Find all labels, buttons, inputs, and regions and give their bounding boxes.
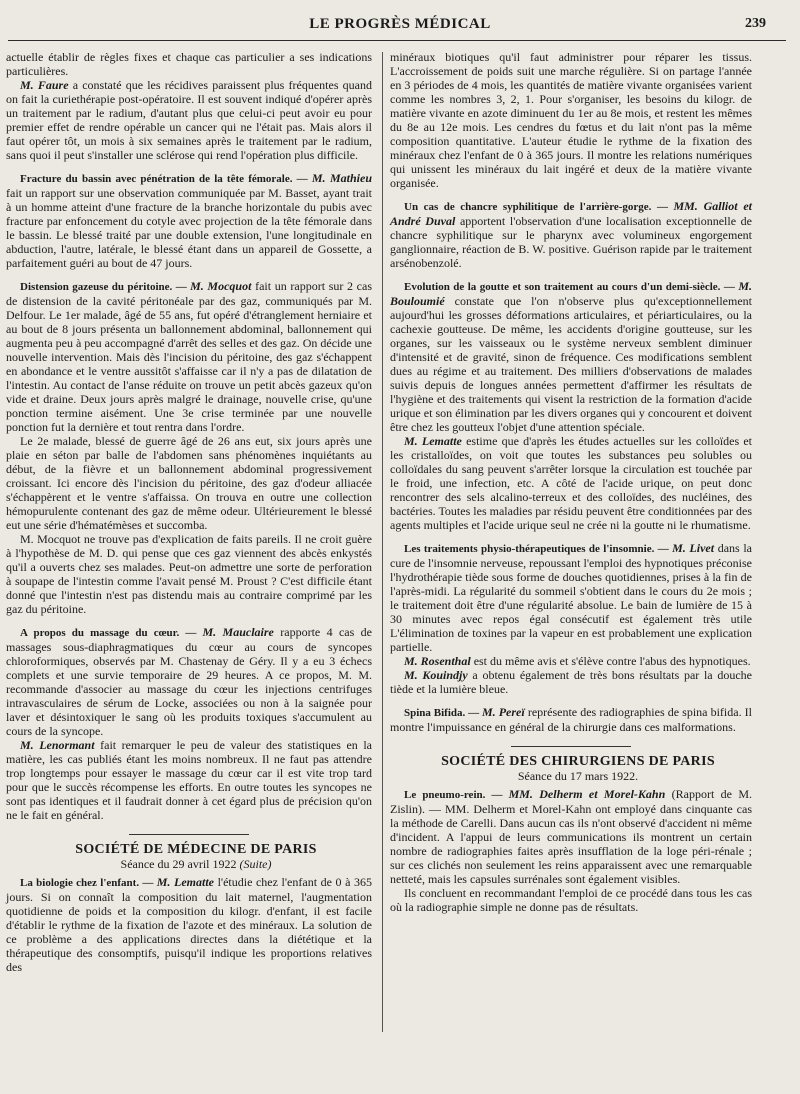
paragraph [6,78,372,162]
paragraph-text: (Rapport de M. Zislin). — MM. Delherm et Morel-Kahn ont employé dans cinquante cas la méthode de Carelli. Dans aucun cas ils n'ont observé d'accident ni même d'incident. A l'appui de leurs communications ils montrent un certain nombre de radiographies faites après insufflation de la loge péri-rénale ; sur ces clichés non seulement les reins apparaissent avec une remarquable netteté, mais les capsules surrénales sont également visibles. [390,787,752,886]
section-date: Séance du 17 mars 1922. [517,769,639,783]
author-name: M. Faure [20,78,69,92]
author-name: M. Lenormant [20,738,95,752]
section-rule [129,834,249,835]
subsection-title: A propos du massage du cœur. — [20,627,203,639]
author-name: MM. Galliot et André Duval [390,199,752,228]
paragraph-text: a obtenu également de très bons résultats par la douche tiède et la lumière bleue. [390,668,752,696]
paragraph-text: constate que l'on n'observe plus qu'exceptionnellement aujourd'hui les grosses déformations articulaires, et périarticulaires, ou la cachexie goutteuse. De même, les accidents d'origine goutteuse, sur les organes, sur les vaisseaux ou le système nerveux semblent diminuer d'intensité et de gravité, sinon de fréquence. Ces modifications semblent dues au régime et au traitement. Des milliers d'observations de malades suivis depuis de longues années permettent d'affirmer les résultats de l'hygiène et des traitements qui visent la restriction de la formation d'acide urique et son élimination par les divers organes qui y concourent et doivent être chez les goutteux l'objet d'une attention spéciale. [390,294,752,434]
subsection-title: Fracture du bassin avec pénétration de la tête fémorale. — [20,173,312,185]
paragraph-text: représente des radiographies de spina bifida. Il montre l'impuissance en général de la chirurgie dans ces malformations. [390,705,753,734]
paragraph [6,738,372,822]
paragraph [390,434,752,532]
author-name: M. Mauclaire [202,625,274,639]
right-column [390,50,752,914]
author-name: M. Lematte [404,434,462,448]
paragraph-text: fait un rapport sur 2 cas de distension de la cavité péritonéale par des gaz, communiqués par M. Delfour. Le 1er malade, âgé de 55 ans, fut opéré d'étranglement herniaire et au bout de 8 jours présenta un ballonnement abdominal, ballonnement qui augmenta peu à peu accompagné d'arrêt des selles et des gaz. On décide une nouvelle intervention. Mais dès l'incision du péritoine, des gaz s'échappent en abondance et le ventre aussitôt s'affaisse car il n'y a pas de dilatation de l'intestin. Au contact de l'anse réduite on trouve un petit abcès gazeux qu'on vide et draine. Deux jours après malgré le drainage, nouvelle crise, qu'une ponction termine aisément. Une 3e crise terminée par une nouvelle ponction fut la dernière et tout rentra dans l'ordre. [6,279,372,434]
subsection-title: La biologie chez l'enfant. — [20,877,157,889]
header-rule [8,40,786,41]
paragraph [390,705,752,734]
paragraph-text: est du même avis et s'élève contre l'abus des hypnotiques. [470,654,751,668]
paragraph [6,279,372,434]
paragraph-text: fait remarquer le peu de valeur des statistiques en la matière, les cas publiés étant les moins nombreux. Il ne faut pas attendre trop longtemps pour essayer le massage du cœur car il est vite trop tard pour que le succès récompense les efforts. En outre toutes les syncopes ne sont pas identiques et il faudrait donner à cet égard plus de précision qu'on ne le fait en général. [6,738,373,822]
subsection-title: Le pneumo-rein. — [404,789,509,801]
paragraph [6,625,372,738]
paragraph-text: dans la cure de l'insomnie nerveuse, repoussant l'emploi des hypnotiques préconise l'hydrothérapie tiède sous forme de douches quotidiennes, prises à la fin de l'après-midi. La régularité du sommeil s'obtient dans le cours du 2e mois ; le traitement doit être d'une régularité absolue. Le bain de lumière de 15 à 30 minutes avec repos égal consécutif est également très utile L'élimination de toxines par la vapeur en est probablement une explication partielle. [390,541,753,654]
section-title: SOCIÉTÉ DES CHIRURGIENS DE PARIS [441,754,715,769]
page-number: 239 [745,16,766,31]
paragraph-text: fait un rapport sur une observation communiquée par M. Basset, ayant trait à un homme atteint d'une fracture de la branche horizontale du pubis avec fracture par enfoncement du cotyle avec projection de la tête fémorale dans le bassin. Le blessé traité par une double extension, l'une longitudinale en abduction, l'autre, latérale, le blessé étant dans un appareil de Gossette, a parfaitement guéri au bout de 47 jours. [6,186,372,270]
author-name: M. Mathieu [311,171,372,185]
author-name: M. Bouloumié [390,279,752,308]
author-name: M. Lematte [156,875,214,889]
column-divider [382,52,383,1032]
paragraph [6,171,372,270]
section-date [6,857,372,871]
paragraph-text: rapporte 4 cas de massages sous-diaphragmatiques du cœur au cours de syncopes chloroformiques, observés par M. Chastenay de Géry. Il y a eu 3 échecs complets et une survie temporaire de 29 heures. A ce propos, M. M. recommande d'associer au massage du cœur les injections centrifuges intravasculaires de sérum de Locke, associées ou non à la saignée pour laver et désintoxiquer le sang où les produits toxiques s'accumulent au cours de la syncope. [6,625,372,738]
author-name: M. Mocquot [190,279,252,293]
paragraph [390,279,752,434]
subsection-title: Distension gazeuse du péritoine. — [20,281,191,293]
section-rule [511,746,631,747]
paragraph: actuelle établir de règles fixes et chaque cas particulier a ses indications particulières. [6,50,372,78]
author-name: M. Rosenthal [404,654,471,668]
author-name: M. Livet [672,541,715,555]
subsection-title: Les traitements physio-thérapeutiques de l'insomnie. — [404,543,673,555]
paragraph [390,668,752,696]
paragraph-text: estime que d'après les études actuelles sur les colloïdes et les cristalloïdes, on voit que toutes les substances peu solubles ou colloïdales du sang peuvent s'arrêter lorsque la circulation est touchée par le froid, une infection, etc. A côté de l'acide urique, on peut donc rencontrer des sels alcalino-terreux et des colloïdes, des nucléines, des bactéries. Toutes les maladies par résidu peuvent être conditionnées par des agents multiples et l'acide urique seul ne crée ni la goutte ni le rhumatisme. [390,434,753,532]
author-name: M. Pereï [481,705,525,719]
running-title: LE PROGRÈS MÉDICAL [309,16,491,32]
section-title: SOCIÉTÉ DE MÉDECINE DE PARIS [75,842,317,857]
paragraph: M. Mocquot ne trouve pas d'explication de faits pareils. Il ne croit guère à l'hypothèse de M. D. qui pense que ces gaz viennent des abcès enkystés qu'il a ouverts chez ses malades. Peut-on admettre une sorte de perforation à soupape de l'intestin comme l'avait pensé M. Proust ? C'est difficile étant donné que l'intestin n'est pas distendu mais au contraire comprimé par les gaz du péritoine. [6,532,372,616]
paragraph-text: l'étudie chez l'enfant de 0 à 365 jours. Si on connaît la composition du lait maternel, l'augmentation quotidienne de poids et la composition du kilogr. d'enfant, il est facile d'établir le rythme de la fixation de l'azote et des minéraux. La solution de ce problème a des applications directes dans la diététique et la thérapeutique des consomptifs, puisqu'il indique les proportions relatives des [6,875,373,974]
paragraph [390,654,752,668]
paragraph: Ils concluent en recommandant l'emploi de ce procédé dans tous les cas où la radiographie simple ne donne pas de résultats. [390,886,752,914]
left-column [6,50,372,974]
paragraph [390,541,752,654]
section-date-suffix: (Suite) [239,857,272,871]
paragraph [390,787,752,886]
paragraph: Le 2e malade, blessé de guerre âgé de 26 ans eut, six jours après une plaie en séton par balle de l'abdomen sans phénomènes inquiétants au début, de la fièvre et un ballonnement abdominal progressivement croissant. Ici encore dès l'incision du péritoine, des gaz d'odeur alliacée s'échappèrent et le ventre s'affaissa. On trouva en outre une collection hémopurulente contenant des gaz de même odeur. Ultérieurement le blessé eut une série d'hématémèses et succomba. [6,434,372,532]
paragraph [6,875,372,974]
paragraph-text: a constaté que les récidives paraissent plus fréquentes quand on fait la curiethérapie post-opératoire. Il est souvent indiqué d'opérer après un traitement par le radium, d'autant plus que celui-ci peut avoir eu pour premier effet de rendre opérable un cancer qui ne l'était pas. Mais alors il faut opérer tôt, un mois à six semaines après le traitement par le radium, sans quoi il peut s'installer une sclérose qui rend l'opération plus difficile. [6,78,373,162]
author-name: MM. Delherm et Morel-Kahn [508,787,666,801]
paragraph: minéraux biotiques qu'il faut administrer pour réparer les tissus. L'accroissement de poids suit une marche régulière. Si on partage l'année en 3 périodes de 4 mois, les quantités de matière vivante organisées varient comme les nombres 3, 2, 1. Pour s'organiser, les besoins du kilogr. de matière vivante en azote diminuent du 1er au 8e mois, et restent les mêmes du 8e au 12e mois. Les cendres du fœtus et du lait n'ont pas la même composition quantitative. L'auteur étudie le rythme de la fixation des minéraux chez l'enfant de 0 à 365 jours. Il montre les relations numériques qui unissent les minéraux du lait ingéré et deux de la matière vivante organisée. [390,50,752,190]
subsection-title: Un cas de chancre syphilitique de l'arrière-gorge. — [404,201,674,213]
subsection-title: Spina Bifida. — [404,707,482,719]
subsection-title: Evolution de la goutte et son traitement au cours d'un demi-siècle. — [404,281,739,293]
section-date-text: Séance du 29 avril 1922 [120,857,237,871]
paragraph [390,199,752,270]
author-name: M. Kouindjy [404,668,468,682]
paragraph-text: apportent l'observation d'une localisation exceptionnelle de chancre syphilitique sur le pharynx avec volumineux engorgement ganglionnaire, réaction de B. W. positive. Guérison rapide par le traitement arsénobenzolé. [390,214,752,270]
